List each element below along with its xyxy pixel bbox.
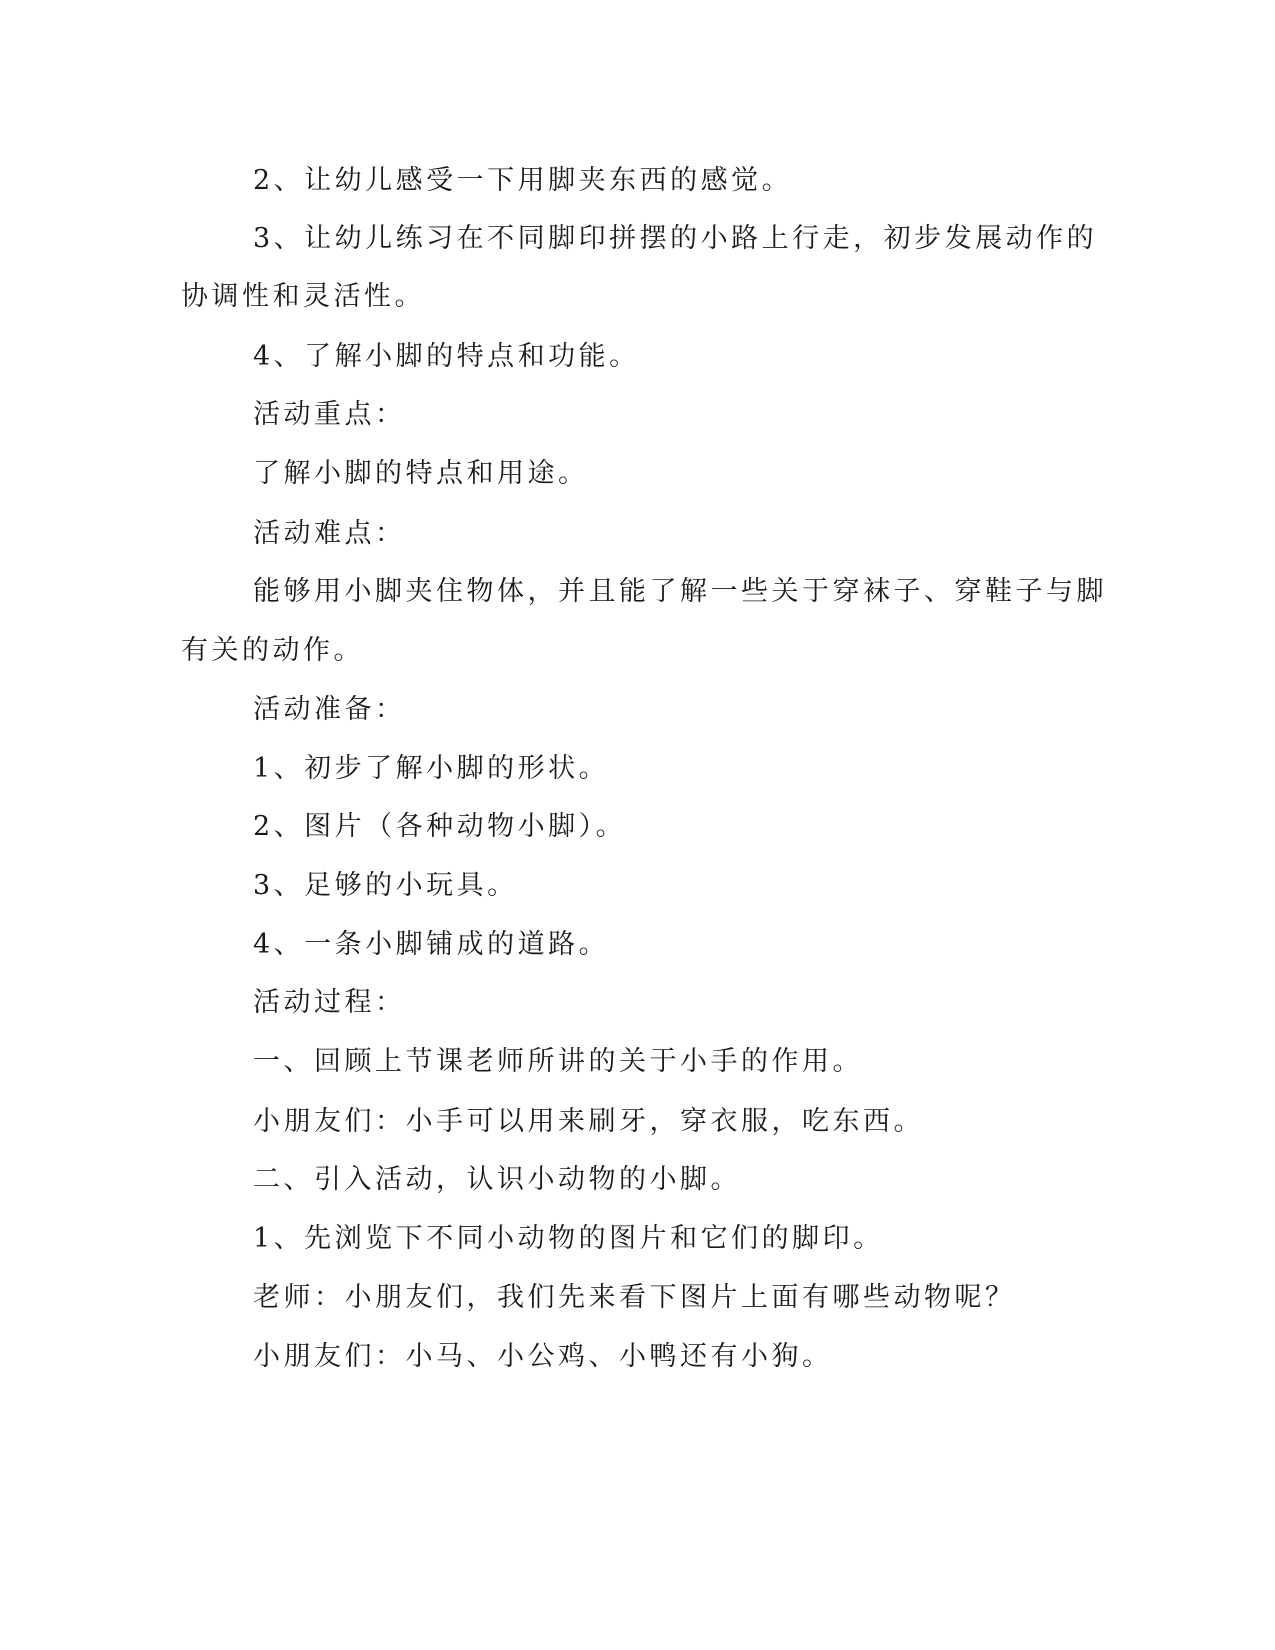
paragraph-line: 4、了解小脚的特点和功能。 [253, 341, 640, 372]
paragraph-line: 1、先浏览下不同小动物的图片和它们的脚印。 [253, 1223, 884, 1254]
section-heading: 活动准备： [253, 694, 406, 725]
paragraph-line: 2、让幼儿感受一下用脚夹东西的感觉。 [253, 165, 793, 196]
paragraph-line: 3、让幼儿练习在不同脚印拼摆的小路上行走，初步发展动作的 [253, 223, 1098, 254]
paragraph-line: 二、引入活动，认识小动物的小脚。 [253, 1164, 741, 1195]
paragraph-line: 小朋友们：小手可以用来刷牙，穿衣服，吃东西。 [253, 1106, 924, 1137]
paragraph-line: 小朋友们：小马、小公鸡、小鸭还有小狗。 [253, 1341, 833, 1372]
paragraph-line: 老师：小朋友们，我们先来看下图片上面有哪些动物呢？ [253, 1282, 1016, 1313]
paragraph-line: 有关的动作。 [181, 635, 364, 666]
paragraph-line: 协调性和灵活性。 [181, 281, 425, 312]
list-item: 1、初步了解小脚的形状。 [253, 753, 610, 784]
list-item: 4、一条小脚铺成的道路。 [253, 929, 610, 960]
list-item: 2、图片（各种动物小脚）。 [253, 811, 627, 842]
section-heading: 活动重点： [253, 399, 406, 430]
paragraph-line: 能够用小脚夹住物体，并且能了解一些关于穿袜子、穿鞋子与脚 [253, 576, 1107, 607]
list-item: 3、足够的小玩具。 [253, 870, 518, 901]
paragraph-line: 了解小脚的特点和用途。 [253, 458, 589, 489]
section-heading: 活动过程： [253, 987, 406, 1018]
paragraph-line: 一、回顾上节课老师所讲的关于小手的作用。 [253, 1046, 863, 1077]
section-heading: 活动难点： [253, 518, 406, 549]
